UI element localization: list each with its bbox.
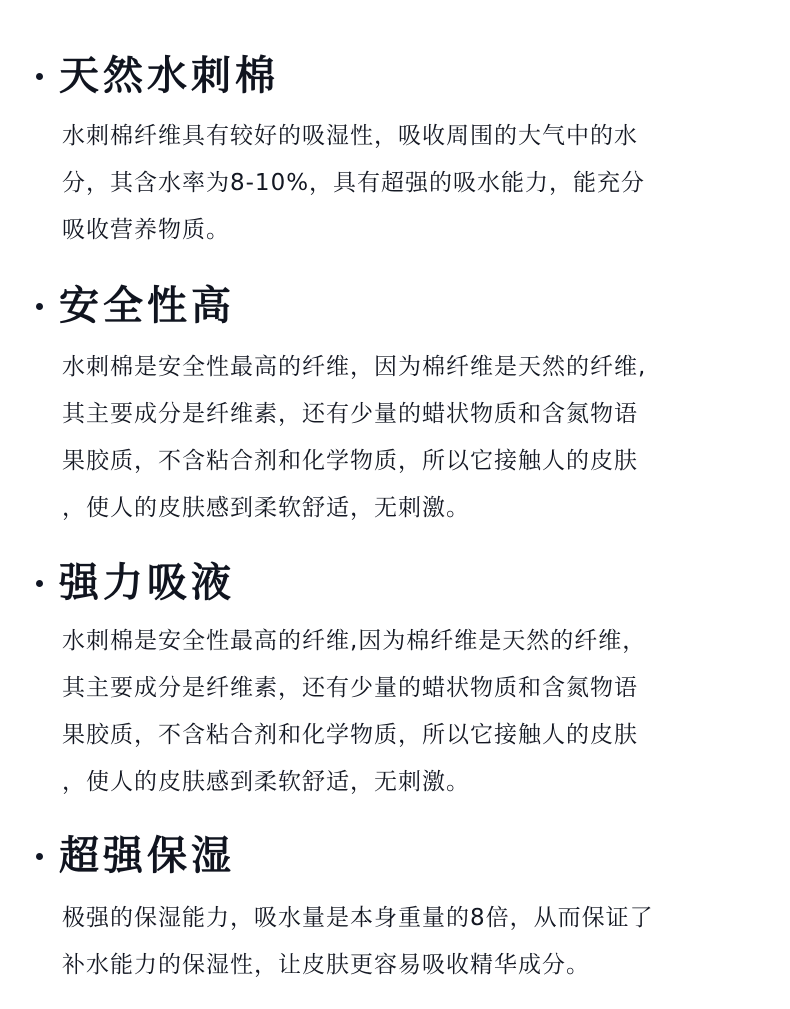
body-line: 吸收营养物质。 [62,217,230,243]
body-line: 其主要成分是纤维素，还有少量的蜡状物质和含氮物语 [62,401,638,427]
section-body [62,344,762,532]
body-line: 水刺棉是安全性最高的纤维,因为棉纤维是天然的纤维， [62,628,647,654]
body-line: 果胶质，不含粘合剂和化学物质，所以它接触人的皮肤 [62,448,638,474]
body-line: 其主要成分是纤维素，还有少量的蜡状物质和含氮物语 [62,675,638,701]
bullet-icon [36,853,43,860]
section-body [62,895,762,989]
body-line: ，使人的皮肤感到柔软舒适，无刺激。 [62,769,470,795]
body-line: 水刺棉纤维具有较好的吸湿性，吸收周围的大气中的水 [62,123,638,149]
bullet-icon [36,303,43,310]
section-body [62,618,762,806]
bullet-icon [36,580,43,587]
bullet-icon [36,73,43,80]
section-body [62,113,762,254]
body-line: 补水能力的保湿性，让皮肤更容易吸收精华成分。 [62,952,590,978]
section-title: 强力吸液 [59,559,235,606]
section-heading [36,46,279,98]
section-title: 超强保湿 [59,832,235,879]
section-title: 安全性高 [59,282,235,329]
body-line: 极强的保湿能力，吸水量是本身重量的8倍，从而保证了 [62,905,654,931]
body-line: 分，其含水率为8-10%，具有超强的吸水能力，能充分 [62,170,646,196]
body-line: 水刺棉是安全性最高的纤维，因为棉纤维是天然的纤维, [62,354,647,380]
body-line: 果胶质，不含粘合剂和化学物质，所以它接触人的皮肤 [62,722,638,748]
section-title: 天然水刺棉 [59,52,279,99]
section-heading [36,826,235,878]
section-heading [36,276,235,328]
section-heading [36,553,235,605]
body-line: ，使人的皮肤感到柔软舒适，无刺激。 [62,495,470,521]
